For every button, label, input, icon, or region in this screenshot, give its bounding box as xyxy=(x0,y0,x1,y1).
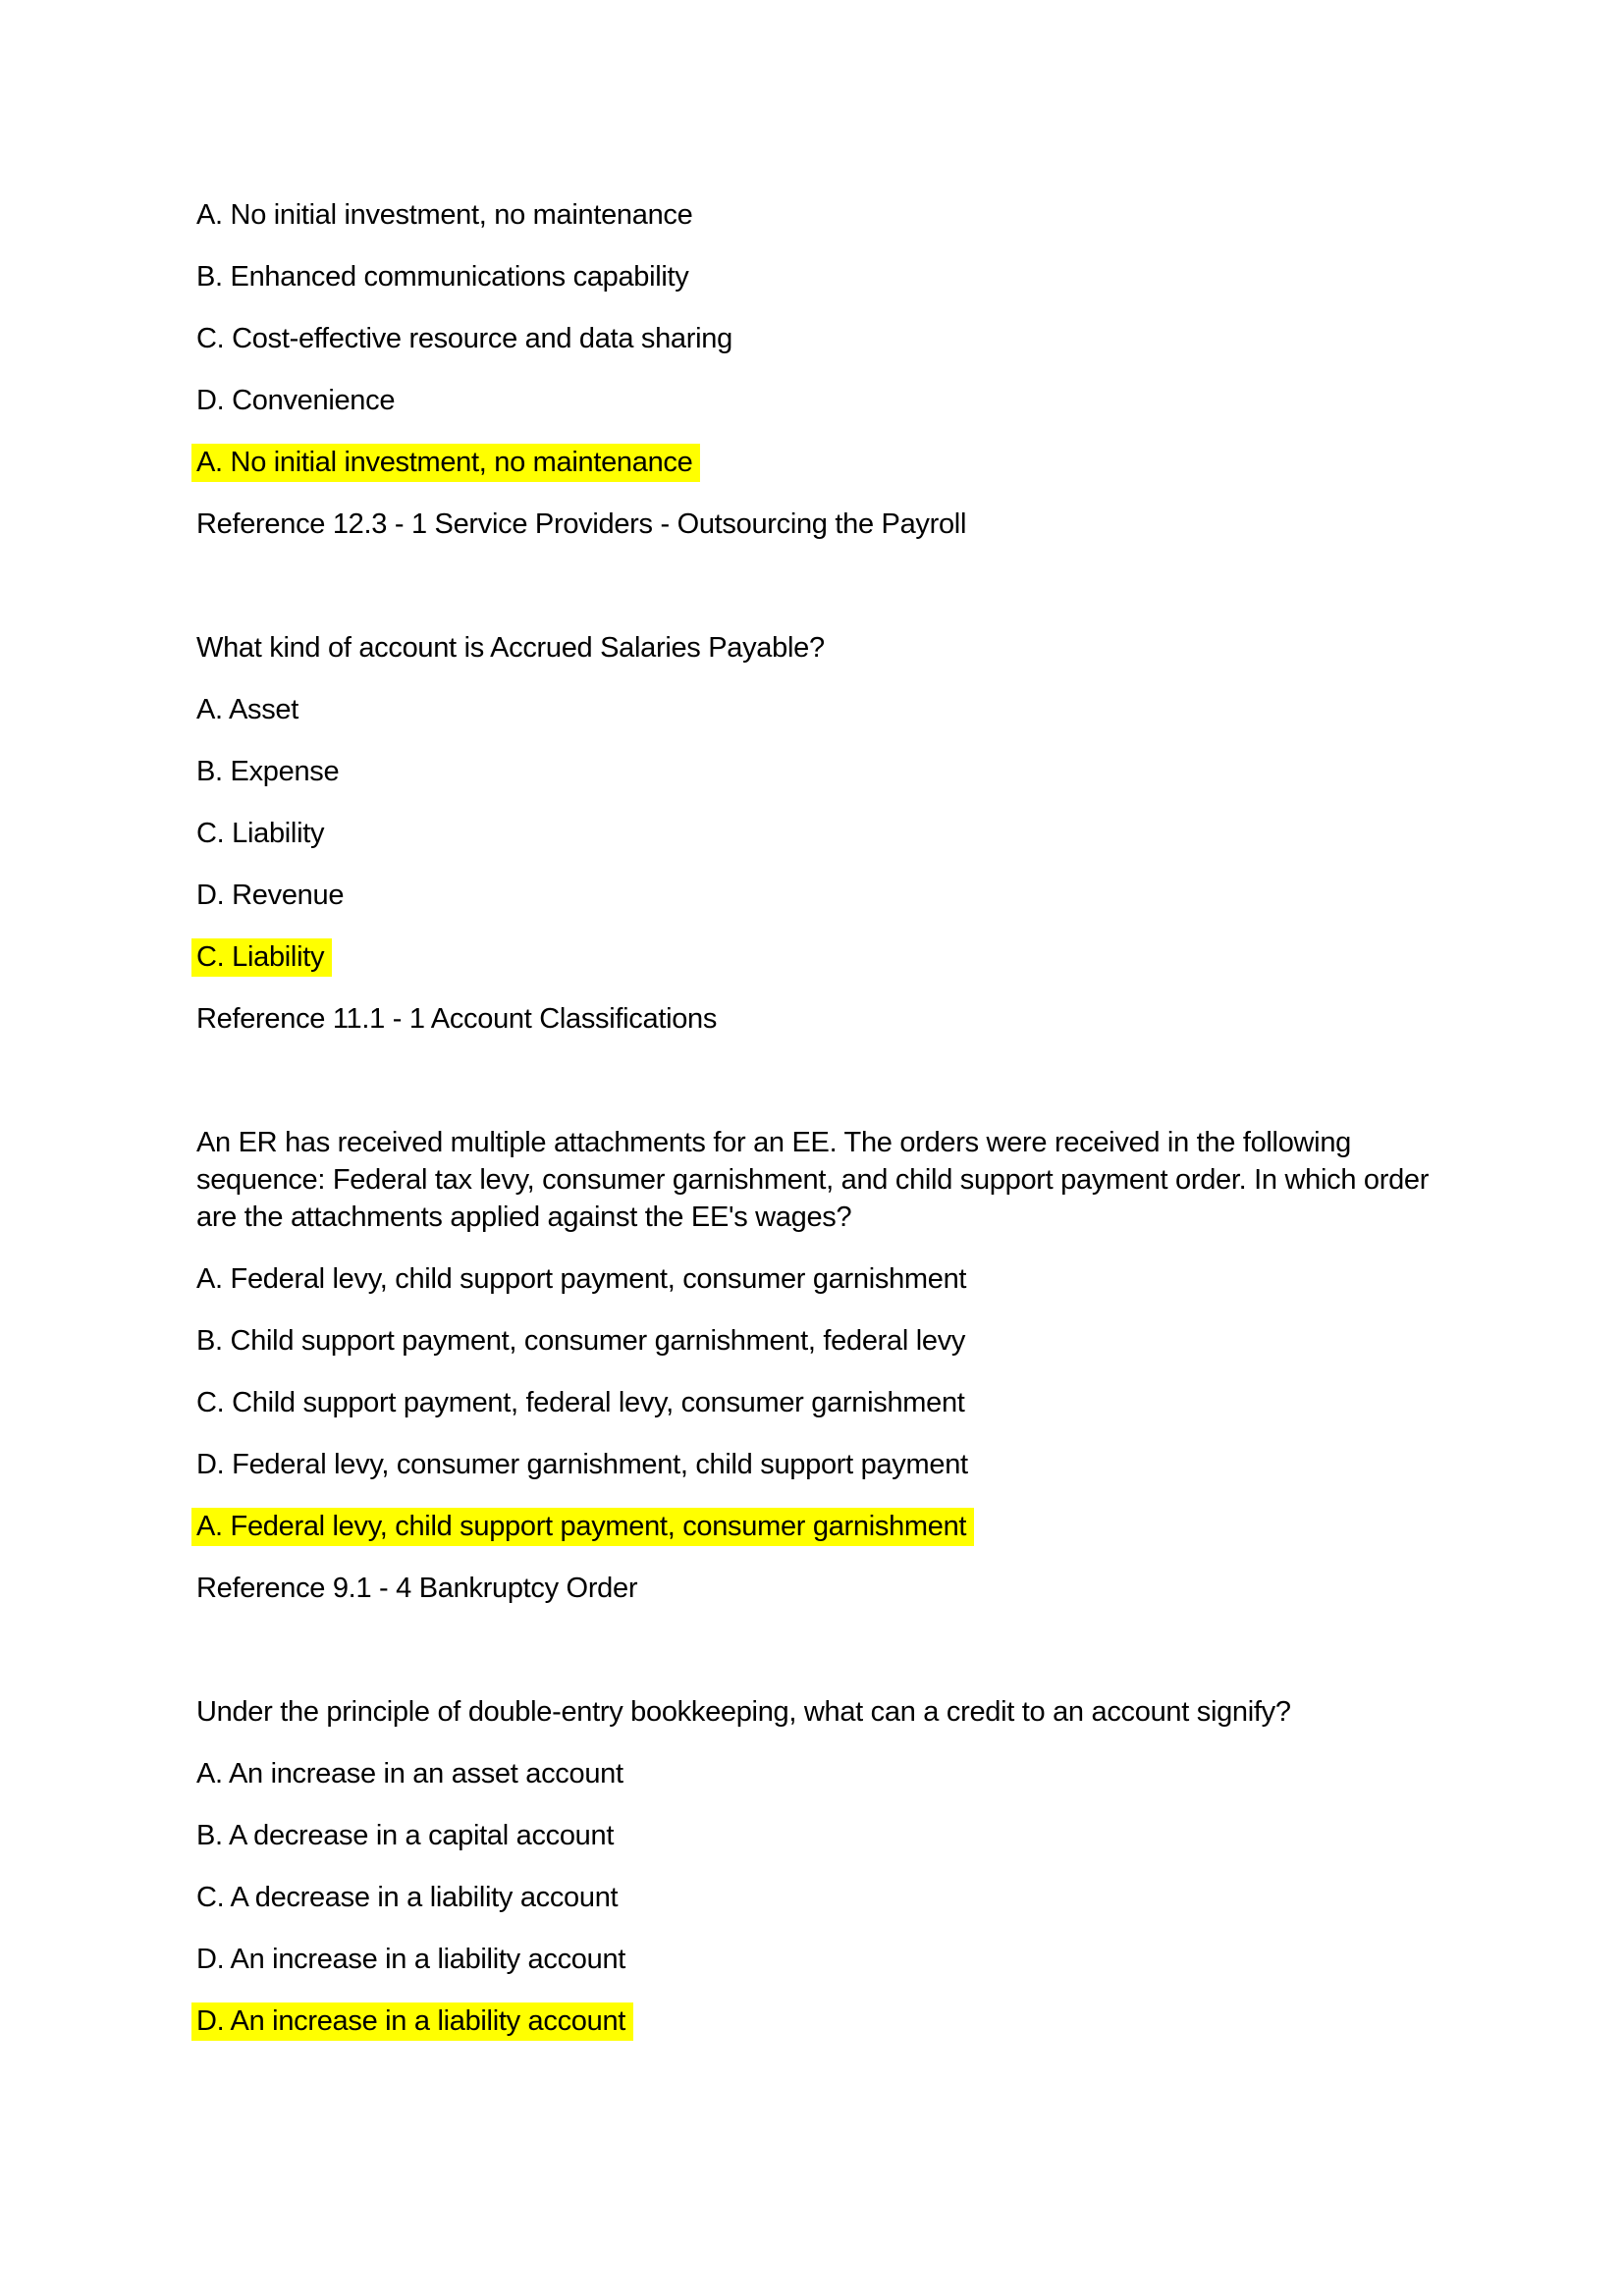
block-divider xyxy=(196,1062,1463,1124)
option-line: B. Enhanced communications capability xyxy=(196,261,689,293)
block-divider xyxy=(196,567,1463,629)
question-line: sequence: Federal tax levy, consumer garnishment, and child support payment order. In which order xyxy=(196,1164,1430,1196)
reference-line: Reference 12.3 - 1 Service Providers - Outsourcing the Payroll xyxy=(196,508,967,540)
option-line: A. An increase in an asset account xyxy=(196,1758,623,1789)
option-line: A. Federal levy, child support payment, consumer garnishment xyxy=(196,1263,967,1295)
question-line: are the attachments applied against the EE's wages? xyxy=(196,1201,852,1233)
option-line: D. Convenience xyxy=(196,385,396,416)
question-text xyxy=(196,629,1463,667)
option-line: C. Liability xyxy=(196,818,325,849)
question-line: What kind of account is Accrued Salaries Payable? xyxy=(196,632,825,664)
answer-highlight: A. Federal levy, child support payment, consumer garnishment xyxy=(191,1508,974,1546)
answer-line xyxy=(196,1508,1463,1545)
answer-highlight: D. An increase in a liability account xyxy=(191,2002,633,2041)
question-text xyxy=(196,1693,1463,1731)
answer-highlight: C. Liability xyxy=(191,938,332,977)
answer-line xyxy=(196,2002,1463,2040)
answer-line xyxy=(196,444,1463,481)
question-line: Under the principle of double-entry bookkeeping, what can a credit to an account signify? xyxy=(196,1696,1291,1728)
option-line: B. A decrease in a capital account xyxy=(196,1820,615,1851)
document-page xyxy=(196,196,1463,2064)
option-line: B. Child support payment, consumer garnishment, federal levy xyxy=(196,1325,966,1357)
option-line: B. Expense xyxy=(196,756,340,787)
question-block-4 xyxy=(196,1693,1463,2040)
question-block-3 xyxy=(196,1124,1463,1607)
question-line: An ER has received multiple attachments for an EE. The orders were received in the following xyxy=(196,1127,1351,1158)
block-divider xyxy=(196,1631,1463,1693)
answer-line xyxy=(196,938,1463,976)
option-line: D. Federal levy, consumer garnishment, child support payment xyxy=(196,1449,968,1480)
question-text xyxy=(196,1124,1463,1236)
reference-line: Reference 11.1 - 1 Account Classifications xyxy=(196,1003,718,1035)
option-line: D. An increase in a liability account xyxy=(196,1944,626,1975)
option-line: C. A decrease in a liability account xyxy=(196,1882,619,1913)
answer-highlight: A. No initial investment, no maintenance xyxy=(191,444,700,482)
question-block-2 xyxy=(196,629,1463,1038)
option-line: C. Child support payment, federal levy, consumer garnishment xyxy=(196,1387,965,1418)
option-line: C. Cost-effective resource and data sharing xyxy=(196,323,732,354)
reference-line: Reference 9.1 - 4 Bankruptcy Order xyxy=(196,1573,638,1604)
option-line: A. Asset xyxy=(196,694,298,725)
option-line: A. No initial investment, no maintenance xyxy=(196,199,693,231)
option-line: D. Revenue xyxy=(196,880,345,911)
question-block-1 xyxy=(196,196,1463,543)
